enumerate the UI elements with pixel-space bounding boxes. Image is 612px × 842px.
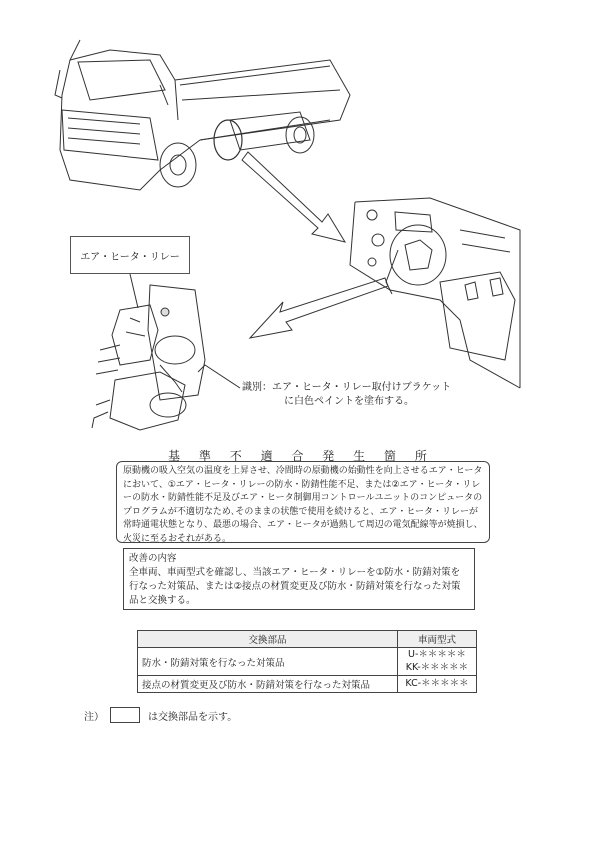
section-title-char: 不 (229, 449, 243, 463)
identification-line-1: 識別：エア・ヒータ・リレー取付けブラケット (242, 382, 452, 393)
note-text: は交換部品を示す。 (148, 711, 238, 723)
header-parts: 交換部品 (138, 631, 398, 648)
section-title-char: 発 (322, 449, 336, 463)
vehicle-model: KK-＊＊＊＊＊ (405, 661, 469, 673)
air-heater-relay-illustration (92, 285, 205, 430)
truck-illustration (55, 40, 350, 190)
callout-pointer (130, 274, 138, 308)
remedy-box (123, 548, 475, 610)
section-title-char: 基 (168, 449, 182, 463)
arrow-to-detail (242, 152, 345, 242)
vehicle-models (398, 648, 477, 676)
table-row (138, 648, 477, 676)
identification-note (242, 381, 451, 409)
table-row (138, 676, 477, 693)
header-vehicle-model: 車両型式 (398, 631, 477, 648)
arrow-to-relay (250, 278, 388, 338)
section-title-char: 合 (291, 449, 305, 463)
vehicle-model: U-＊＊＊＊＊ (408, 649, 466, 660)
section-title-char: 箇 (384, 449, 398, 463)
section-title-char: 準 (198, 449, 212, 463)
section-title-char: 所 (414, 449, 428, 463)
remedy-text: 全車両、車両型式を確認し、当該エア・ヒータ・リレーを①防水・防錆対策を行なった対策品、または②接点の材質変更及び防水・防錆対策を行なった対策品と交換する。 (129, 567, 461, 606)
identification-line-2: に白色ペイントを塗布する。 (284, 396, 414, 407)
legend-box (110, 707, 140, 723)
nonconformity-description: 原動機の吸入空気の温度を上昇させ、冷間時の原動機の始動性を向上させるエア・ヒータにおいて、①エア・ヒータ・リレーの防水・防錆性能不足、または②エア・ヒータ・リレーの防水・防錆性能不足及びエア・ヒータ制御用コントロールユニットのコンピュータのプログラムが不適切なため､そのままの状態で使用を続けると、エア・ヒータ・リレーが常時通電状態となり、最悪の場合、エア・ヒータが過熱して周辺の電気配線等が焼損し、火災に至るおそれがある。 (116, 461, 490, 543)
vehicle-models (398, 676, 477, 693)
detail-view-illustration (350, 198, 520, 388)
identification-pointer (198, 365, 240, 388)
remedy-title: 改善の内容 (129, 553, 177, 564)
section-title-char: 生 (353, 449, 367, 463)
note-prefix: 注） (84, 711, 104, 723)
relay-callout-label: エア・ヒータ・リレー (70, 236, 190, 274)
table-header-row (138, 631, 477, 648)
footnote (84, 707, 237, 723)
vehicle-model: KC-＊＊＊＊＊ (405, 677, 469, 689)
part-name: 接点の材質変更及び防水・防錆対策を行なった対策品 (138, 676, 398, 693)
replacement-parts-table (137, 630, 477, 693)
part-name: 防水・防錆対策を行なった対策品 (138, 648, 398, 676)
section-title-char: 適 (260, 449, 274, 463)
